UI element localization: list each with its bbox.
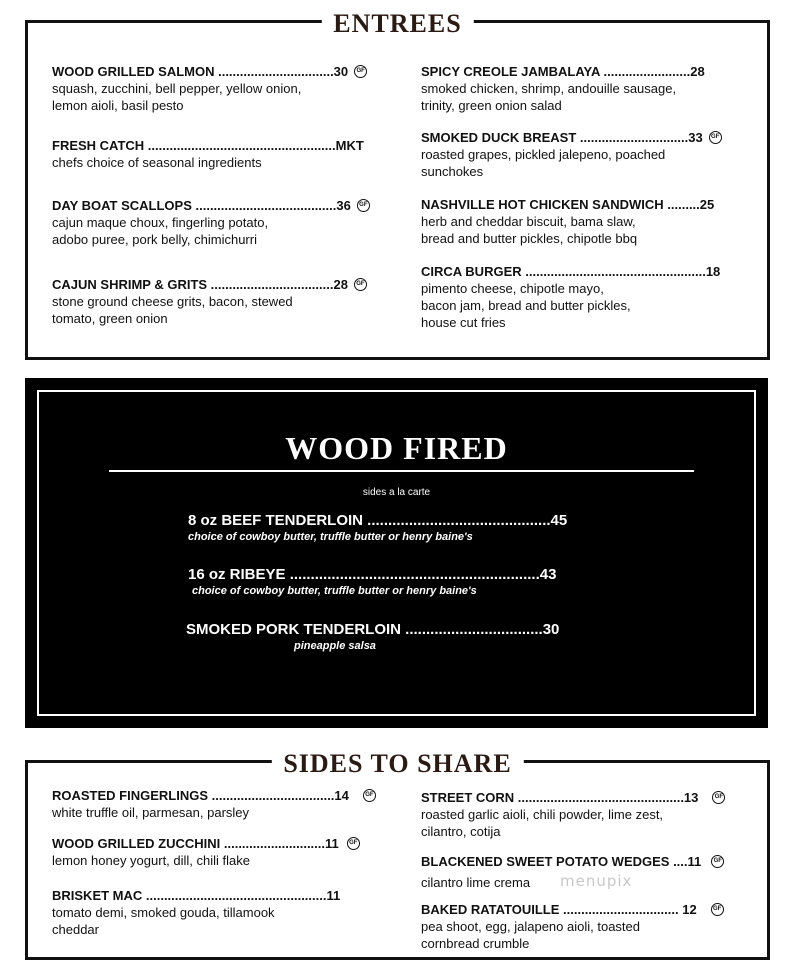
wood-fired-subtitle: sides a la carte: [362, 487, 431, 498]
item-description: pineapple salsa: [294, 640, 376, 652]
item-description: house cut fries: [421, 315, 506, 330]
item-description: squash, zucchini, bell pepper, yellow onion,: [52, 81, 302, 96]
item-description: bacon jam, bread and butter pickles,: [421, 298, 631, 313]
item-description: lemon aioli, basil pesto: [52, 98, 184, 113]
wood-fired-section: [25, 378, 768, 728]
item-description: cornbread crumble: [421, 936, 530, 951]
menu-item: [186, 620, 559, 653]
item-description: sunchokes: [421, 164, 484, 179]
item-name-price: STREET CORN ..............................................13: [421, 790, 699, 805]
title-divider: [109, 470, 694, 472]
wood-fired-frame: [37, 390, 756, 716]
item-description: pimento cheese, chipotle mayo,: [421, 281, 604, 296]
gluten-free-icon: GF: [711, 855, 724, 868]
item-name-price: WOOD GRILLED SALMON ................................30: [52, 64, 349, 79]
menu-item: [188, 511, 567, 544]
menu-item: [421, 63, 705, 114]
item-description: cheddar: [52, 922, 99, 937]
item-description: tomato demi, smoked gouda, tillamook: [52, 905, 275, 920]
item-name-price: SPICY CREOLE JAMBALAYA ........................28: [421, 64, 705, 79]
entrees-section: [25, 9, 770, 360]
item-description: pea shoot, egg, jalapeno aioli, toasted: [421, 919, 641, 934]
gluten-free-icon: GF: [712, 791, 725, 804]
item-description: lemon honey yogurt, dill, chili flake: [52, 853, 250, 868]
item-description: cilantro lime crema: [421, 875, 531, 890]
item-description: herb and cheddar biscuit, bama slaw,: [421, 214, 636, 229]
item-description: stone ground cheese grits, bacon, stewed: [52, 294, 293, 309]
menu-item: [421, 196, 714, 247]
item-description: cilantro, cotija: [421, 824, 501, 839]
item-description: smoked chicken, shrimp, andouille sausage,: [421, 81, 677, 96]
item-name-price: FRESH CATCH ....................................................MKT: [52, 138, 364, 153]
gluten-free-icon: GF: [347, 837, 360, 850]
item-description: choice of cowboy butter, truffle butter or henry baine's: [192, 585, 477, 597]
item-description: cajun maque choux, fingerling potato,: [52, 215, 269, 230]
watermark: menupix: [560, 872, 633, 890]
sides-section: [25, 749, 770, 960]
gluten-free-icon: GF: [354, 278, 367, 291]
item-description: chefs choice of seasonal ingredients: [52, 155, 262, 170]
menu-item: [52, 197, 370, 248]
item-name-price: NASHVILLE HOT CHICKEN SANDWICH .........25: [421, 197, 715, 212]
menu-item: [52, 63, 367, 114]
item-name-price: CIRCA BURGER ..................................................18: [421, 264, 721, 279]
item-name-price: BRISKET MAC ..................................................11: [52, 888, 341, 903]
item-description: tomato, green onion: [52, 311, 168, 326]
gluten-free-icon: GF: [711, 903, 724, 916]
gluten-free-icon: GF: [357, 199, 370, 212]
menu-item: [421, 129, 722, 180]
item-name-price: 16 oz RIBEYE ............................................................43: [188, 566, 557, 583]
item-description: white truffle oil, parmesan, parsley: [52, 805, 250, 820]
item-name-price: WOOD GRILLED ZUCCHINI ............................11: [52, 836, 339, 851]
wood-fired-title: WOOD FIRED: [285, 430, 508, 466]
menu-item: [52, 137, 364, 171]
item-name-price: CAJUN SHRIMP & GRITS ..................................28: [52, 277, 348, 292]
sides-title: SIDES TO SHARE: [271, 750, 523, 778]
item-name-price: BLACKENED SWEET POTATO WEDGES ....11: [421, 854, 702, 869]
gluten-free-icon: GF: [354, 65, 367, 78]
item-description: choice of cowboy butter, truffle butter or henry baine's: [188, 531, 473, 543]
item-name-price: SMOKED PORK TENDERLOIN .................................30: [186, 621, 560, 638]
item-name-price: 8 oz BEEF TENDERLOIN ............................................45: [188, 512, 568, 529]
menu-item: [52, 887, 340, 938]
menu-item: [421, 901, 724, 952]
item-name-price: SMOKED DUCK BREAST ..............................33: [421, 130, 703, 145]
item-description: bread and butter pickles, chipotle bbq: [421, 231, 638, 246]
menu-item: [188, 565, 556, 598]
gluten-free-icon: GF: [709, 131, 722, 144]
menu-item: [421, 263, 720, 331]
item-description: roasted grapes, pickled jalepeno, poached: [421, 147, 666, 162]
item-description: trinity, green onion salad: [421, 98, 562, 113]
entrees-title: ENTREES: [321, 10, 473, 38]
item-name-price: DAY BOAT SCALLOPS .......................................36: [52, 198, 351, 213]
menu-item: [52, 787, 376, 821]
menu-item: [52, 276, 367, 327]
menu-item: [52, 835, 360, 869]
item-description: roasted garlic aioli, chili powder, lime zest,: [421, 807, 664, 822]
item-name-price: ROASTED FINGERLINGS ..................................14: [52, 788, 349, 803]
item-description: adobo puree, pork belly, chimichurri: [52, 232, 257, 247]
item-name-price: BAKED RATATOUILLE ................................ 12: [421, 902, 697, 917]
menu-item: [421, 789, 725, 840]
gluten-free-icon: GF: [363, 789, 376, 802]
